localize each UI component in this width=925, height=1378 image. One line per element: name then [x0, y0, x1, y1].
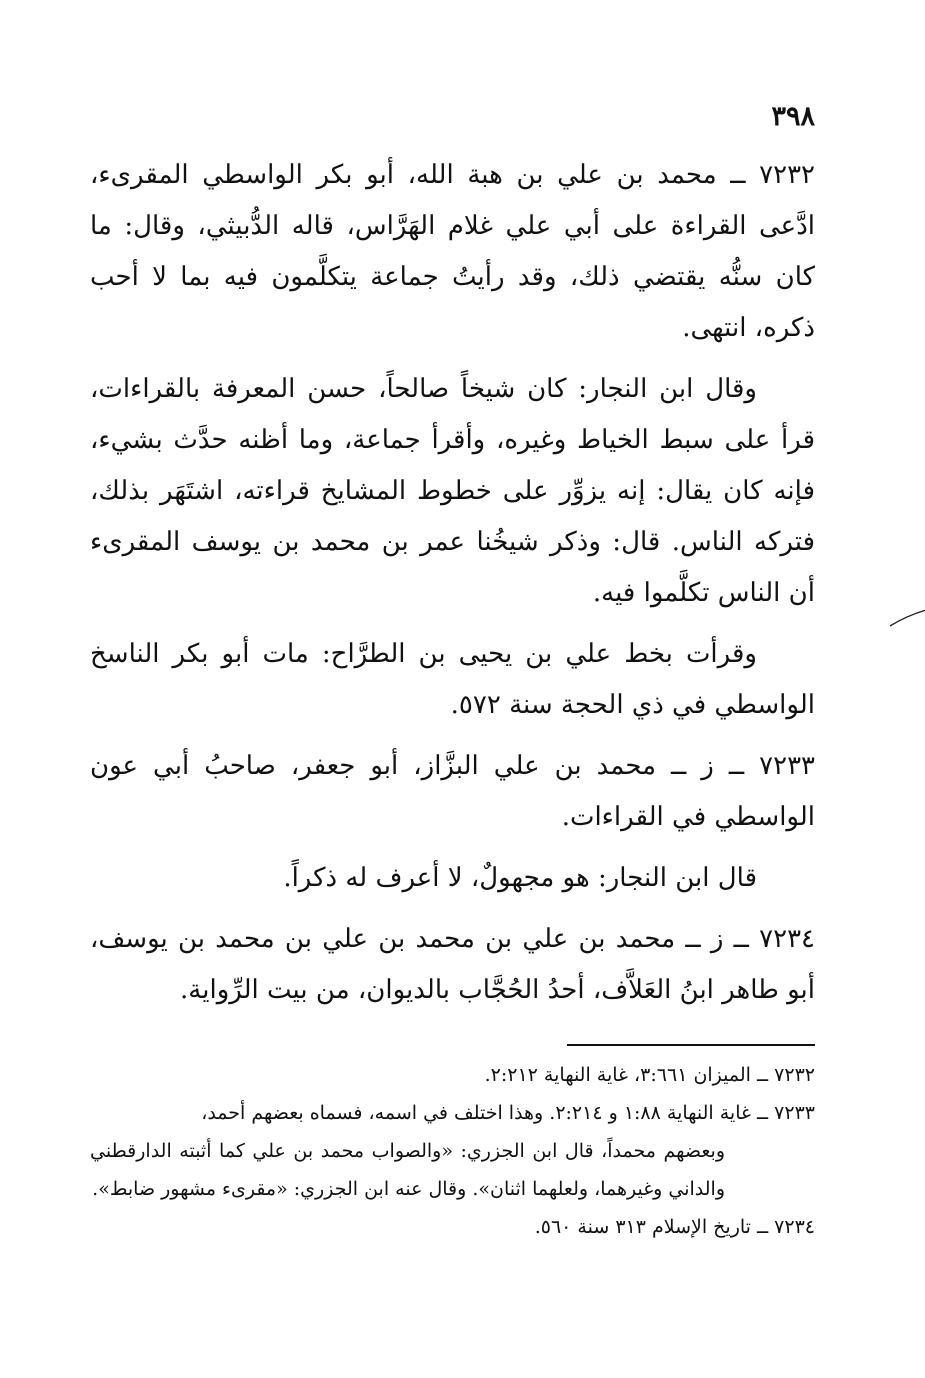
entry-7232-ibn-najjar: وقال ابن النجار: كان شيخاً صالحاً، حسن المعرفة بالقراءات، قرأ على سبط الخياط وغيره، وأقرأ جماعة، وما أظنه حدَّث بشيء، فإنه كان يقال: إنه يزوِّر على خطوط المشايخ قراءته، اشتَهَر بذلك، فتركه الناس. قال: وذكر شيخُنا عمر بن محمد بن يوسف المقرىء أن الناس تكلَّموا فيه. [90, 374, 815, 608]
book-page [90, 100, 815, 1246]
entry-7234: ٧٢٣٤ ــ ز ــ محمد بن علي بن محمد بن علي بن محمد بن يوسف، أبو طاهر ابنُ العَلاَّف، أحدُ الحُجَّاب بالديوان، من بيت الرِّواية. [90, 924, 815, 1005]
page-number: ٣٩٨ [771, 101, 815, 132]
entry-7232: ٧٢٣٢ ــ محمد بن علي بن هبة الله، أبو بكر الواسطي المقرىء، ادَّعى القراءة على أبي علي غلام الهَرَّاس، قاله الدُّبيثي، وقال: ما كان سنُّه يقتضي ذلك، وقد رأيتُ جماعة يتكلَّمون فيه بما لا أحب ذكره، انتهى. [90, 160, 815, 343]
entry-7233: ٧٢٣٣ ــ ز ــ محمد بن علي البزَّاز، أبو جعفر، صاحبُ أبي عون الواسطي في القراءات. [90, 751, 815, 832]
footnote-divider [567, 1044, 815, 1046]
footnote-7233-continuation: وبعضهم محمداً، قال ابن الجزري: «والصواب محمد بن علي كما أثبته الدارقطني والداني وغيرهما، ولعلهما اثنان». وقال عنه ابن الجزري: «مقرىء مشهور ضابط». [90, 1140, 725, 1200]
footnote-7233-line1: ٧٢٣٣ ــ غاية النهاية ١:٨٨ و ٢:٢١٤. وهذا اختلف في اسمه، فسماه بعضهم أحمد، [201, 1102, 815, 1124]
footnote-7234: ٧٢٣٤ ــ تاريخ الإسلام ٣١٣ سنة ٥٦٠. [534, 1216, 815, 1238]
footnote-7233 [90, 1094, 815, 1132]
margin-pen-stroke [888, 606, 925, 630]
entry-7232-death-note: وقرأت بخط علي بن يحيى بن الطرَّاح: مات أبو بكر الناسخ الواسطي في ذي الحجة سنة ٥٧٢. [90, 639, 815, 720]
footnote-7232: ٧٢٣٢ ــ الميزان ٣:٦٦١، غاية النهاية ٢:٢١٢. [484, 1064, 815, 1086]
entry-7233-ibn-najjar: قال ابن النجار: هو مجهولٌ، لا أعرف له ذكراً. [283, 863, 757, 893]
